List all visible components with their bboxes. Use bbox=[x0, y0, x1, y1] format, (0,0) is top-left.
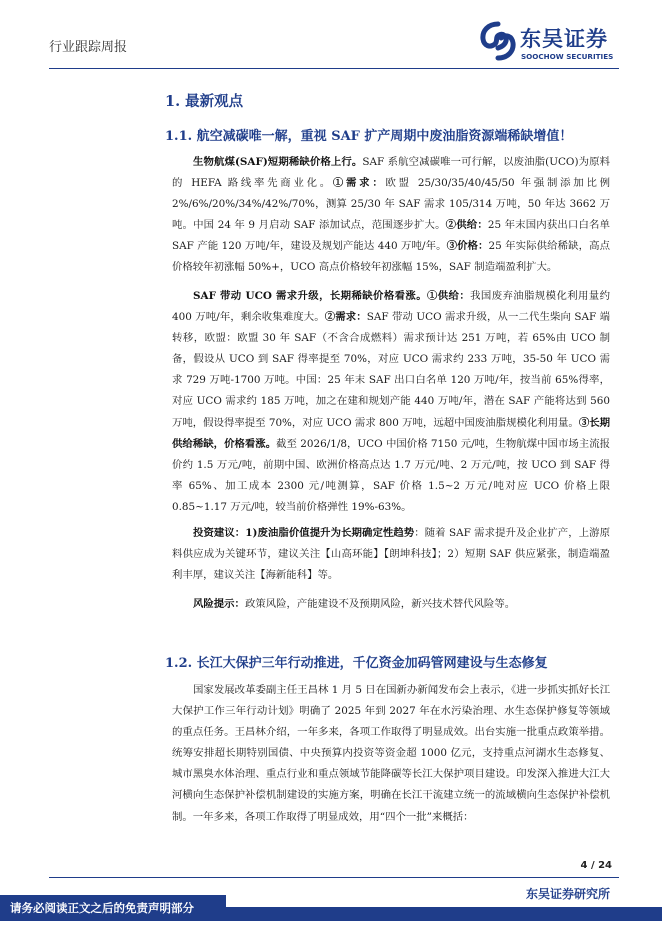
saf-uco-demand-paragraph bbox=[172, 286, 610, 518]
saf-short-term-paragraph bbox=[172, 152, 610, 279]
bold-text-run: 投资建议：1)废油脂价值提升为长期确定性趋势 bbox=[193, 527, 415, 539]
bold-text-run: ①供给： bbox=[426, 290, 471, 302]
bold-text-run: SAF 带动 UCO 需求升级，长期稀缺价格看涨。 bbox=[193, 290, 427, 302]
bold-text-run: ②需求： bbox=[324, 311, 367, 324]
text-run: 截至 2026/1/8，UCO 中国价格 7150 元/吨，生物航煤中国市场主流报价约 1.5 万元/吨，前期中国、欧洲价格高点达 1.7 万元/吨、2 万元/吨，按 UCO 到 SAF 得率 65%、加工成本 2300 元/吨测算，SAF 价格 1.5~2 万元/吨对应 UCO 价格上限 0.85~1.17 万元/吨，较当前价格弹性 19%-63%。 bbox=[172, 437, 610, 513]
investment-advice-paragraph bbox=[172, 523, 610, 586]
logo-english-name: SOOCHOW SECURITIES bbox=[521, 52, 614, 61]
disclaimer-banner[interactable]: 请务必阅读正文之后的免责声明部分 bbox=[0, 895, 226, 921]
bold-text-run: ③长期供给稀缺，价格看涨。 bbox=[172, 416, 611, 450]
header-rule bbox=[49, 68, 619, 69]
bold-text-run: 风险提示： bbox=[193, 598, 245, 610]
text-run: 我国废弃油脂规模化利用量约 400 万吨/年，剩余收集难度大。 bbox=[172, 290, 610, 324]
yangtze-protection-paragraph: 国家发展改革委副主任王昌林 1 月 5 日在国新办新闻发布会上表示，《进一步抓实抓好长江大保护工作三年行动计划》明确了 2025 年到 2027 年在水污染治理、水生态保护修复等领域的重点任务。王昌林介绍，一年多来，各项工作取得了明显成效。出台实施一批重点政策举措。统筹安排超长期特别国债、中央预算内投资等资金超 1000 亿元，支持重点河湖水生态修复、城市黑臭水体治理、重点行业和重点领域节能降碳等长江大保护项目建设。印发深入推进大江大河横向生态保护补偿机制建设的实施方案，明确在长江干流建立统一的流域横向生态保护补偿机制。一年多来，各项工作取得了明显成效，用“四个一批”来概括： bbox=[172, 684, 610, 823]
text-run: 25 年实际供给稀缺，高点价格较年初涨幅 50%+，UCO 高点价格较年初涨幅 15%，SAF 制造端盈利扩大。 bbox=[172, 240, 610, 274]
footer-rule bbox=[49, 877, 619, 878]
text-run: ：随着 SAF 需求提升及企业扩产，上游原料供应成为关键环节，建议关注【山高环能】【朗坤科技】；2）短期 SAF 供应紧张，制造端盈利丰厚，建议关注【海新能科】等。 bbox=[172, 527, 610, 582]
subsection-1-2-heading: 1.2. 长江大保护三年行动推进，千亿资金加码管网建设与生态修复 bbox=[165, 656, 548, 671]
bold-text-run: 生物航煤(SAF)短期稀缺价格上行。 bbox=[193, 156, 363, 168]
soochow-logo-icon bbox=[478, 21, 518, 61]
text-run: 25 年末国内获出口白名单 SAF 产能 120 万吨/年，建设及规划产能达 440 万吨/年。 bbox=[172, 219, 610, 253]
footer-band bbox=[226, 907, 662, 921]
report-type-label: 行业跟踪周报 bbox=[49, 40, 128, 55]
logo-chinese-name: 东吴证券 bbox=[520, 27, 608, 51]
text-run: SAF 带动 UCO 需求升级，从一二代生柴向 SAF 端转移，欧盟：欧盟 30 年 SAF（不含合成燃料）需求预计达 251 万吨，若 65%由 UCO 制备，假设从 UCO 到 SAF 得率提至 70%，对应 UCO 需求约 233 万吨，35-50 年 UCO 需求 729 万吨-1700 万吨。中国：25 年末 SAF 出口白名单 120 万吨/年，按当前 65%得率，对应 UCO 需求约 185 万吨，加之在建和规划产能 440 万吨/年，潜在 SAF 产能将达到 560 万吨，假设得率提至 70%，对应 UCO 需求 800 万吨，远超中国废油脂规模化利用量。 bbox=[172, 311, 611, 429]
bold-text-run: ②供给： bbox=[445, 219, 488, 232]
research-institute-label: 东吴证券研究所 bbox=[525, 887, 610, 901]
bold-text-run: ①需求： bbox=[332, 177, 386, 190]
company-logo bbox=[478, 19, 622, 71]
risk-warning-paragraph bbox=[172, 594, 610, 615]
text-run: 政策风险，产能建设不及预期风险，新兴技术替代风险等。 bbox=[244, 598, 516, 610]
section-heading: 1. 最新观点 bbox=[165, 93, 244, 110]
text-run: SAF 系航空减碳唯一可行解，以废油脂(UCO)为原料的 HEFA 路线率先商业化。 bbox=[172, 156, 610, 190]
text-run: 欧盟 25/30/35/40/45/50 年强制添加比例 2%/6%/20%/34%/42%/70%，测算 25/30 年 SAF 需求 105/314 万吨，50 年达 3662 万吨。中国 24 年 9 月启动 SAF 添加试点，范围逐步扩大。 bbox=[172, 177, 610, 232]
bold-text-run: ③价格： bbox=[446, 240, 489, 253]
page-number: 4 / 24 bbox=[580, 860, 612, 871]
subsection-1-1-heading: 1.1. 航空减碳唯一解，重视 SAF 扩产周期中废油脂资源端稀缺增值！ bbox=[165, 129, 573, 144]
